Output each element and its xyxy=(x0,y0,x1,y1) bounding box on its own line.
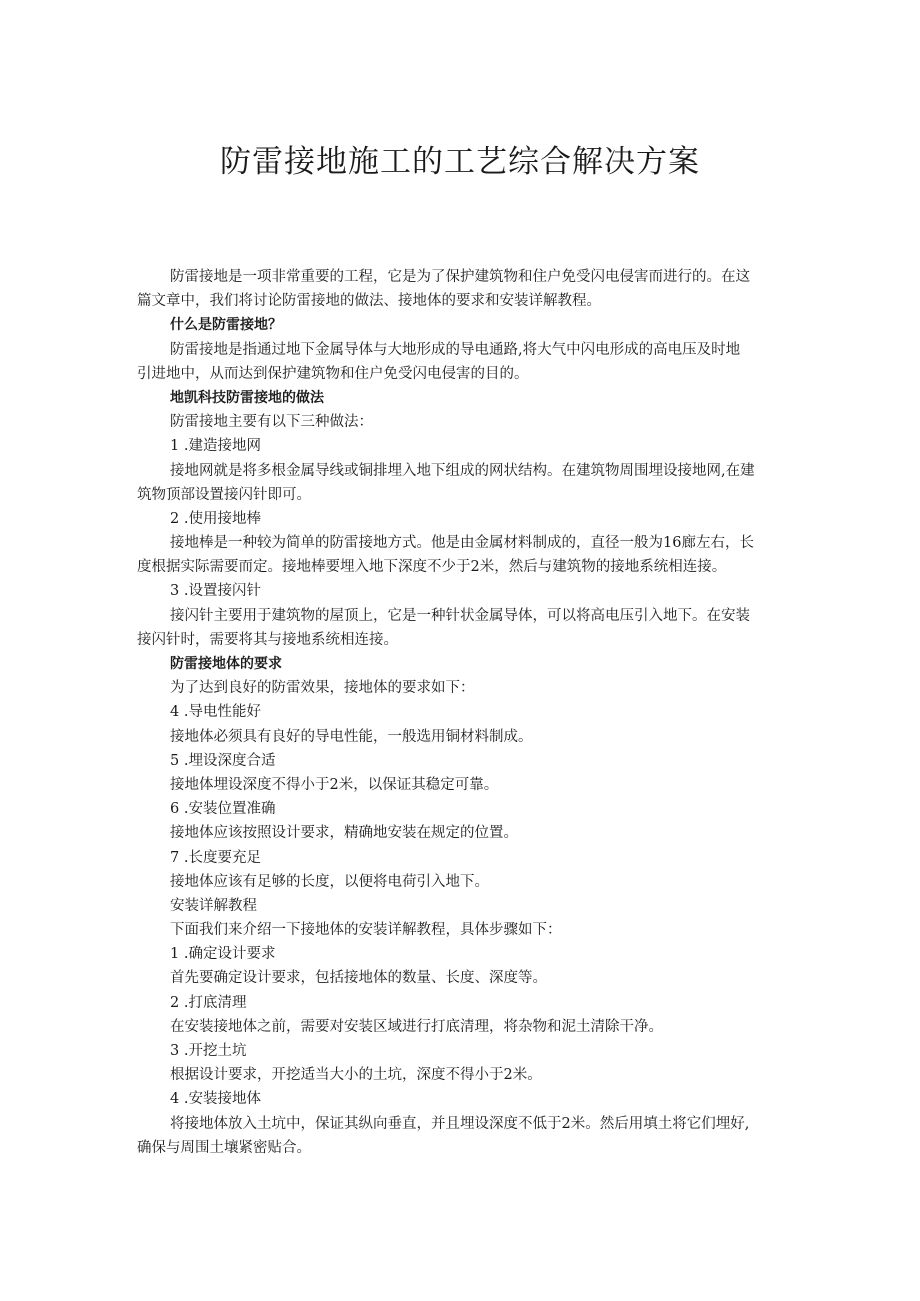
paragraph-line: 接闪针主要用于建筑物的屋顶上，它是一种针状金属导体，可以将高电压引入地下。在安装 xyxy=(170,607,750,624)
section-heading: 防雷接地体的要求 xyxy=(170,656,282,672)
paragraph-line: 接地网就是将多根金属导线或铜排埋入地下组成的网状结构。在建筑物周围埋设接地网,在建 xyxy=(170,462,755,479)
paragraph-line: 在安装接地体之前，需要对安装区域进行打底清理，将杂物和泥土清除干净。 xyxy=(170,1018,663,1035)
paragraph-line: 下面我们来介绍一下接地体的安装详解教程，具体步骤如下： xyxy=(170,922,562,939)
paragraph-line: 首先要确定设计要求，包括接地体的数量、长度、深度等。 xyxy=(170,970,547,987)
paragraph-line: 接地体埋设深度不得小于2米，以保证其稳定可靠。 xyxy=(170,776,499,793)
paragraph-line: 接地体应该按照设计要求，精确地安装在规定的位置。 xyxy=(170,825,518,842)
paragraph-line: 防雷接地是指通过地下金属导体与大地形成的导电通路,将大气中闪电形成的高电压及时地 xyxy=(170,341,741,358)
paragraph-line: 接地体应该有足够的长度，以便将电荷引入地下。 xyxy=(170,873,489,890)
paragraph-line: 引进地中，从而达到保护建筑物和住户免受闪电侵害的目的。 xyxy=(137,365,529,382)
paragraph-line: 防雷接地是一项非常重要的工程，它是为了保护建筑物和住户免受闪电侵害而进行的。在这 xyxy=(170,269,750,285)
paragraph-line: 安装详解教程 xyxy=(170,897,257,914)
paragraph-line: 接地棒是一种较为简单的防雷接地方式。他是由金属材料制成的，直径一般为16廊左右，长 xyxy=(170,535,754,552)
paragraph-line: 度根据实际需要而定。接地棒要埋入地下深度不少于2米，然后与建筑物的接地系统相连接。 xyxy=(137,559,727,576)
paragraph-line: 2 .打底清理 xyxy=(170,994,247,1011)
paragraph-line: 将接地体放入土坑中，保证其纵向垂直，并且埋设深度不低于2米。然后用填土将它们埋好, xyxy=(170,1115,750,1132)
section-heading: 地凯科技防雷接地的做法 xyxy=(170,389,324,406)
section-heading: 什么是防雷接地？ xyxy=(170,317,282,334)
paragraph-line: 1 .建造接地网 xyxy=(170,438,261,455)
paragraph-line: 4 .导电性能好 xyxy=(170,704,261,721)
paragraph-line: 3 .开挖土坑 xyxy=(170,1043,247,1059)
paragraph-line: 接闪针时，需要将其与接地系统相连接。 xyxy=(137,631,398,648)
paragraph-line: 确保与周围土壤紧密贴合。 xyxy=(137,1139,311,1156)
paragraph-line: 2 .使用接地棒 xyxy=(170,510,261,527)
paragraph-line: 4 .安装接地体 xyxy=(170,1091,261,1108)
paragraph-line: 接地体必须具有良好的导电性能，一般选用铜材料制成。 xyxy=(170,728,533,745)
paragraph-line: 为了达到良好的防雷效果，接地体的要求如下： xyxy=(170,680,475,697)
paragraph-line: 防雷接地主要有以下三种做法： xyxy=(170,414,373,431)
paragraph-line: 3 .设置接闪针 xyxy=(170,583,261,600)
paragraph-line: 根据设计要求，开挖适当大小的土坑，深度不得小于2米。 xyxy=(170,1067,542,1084)
paragraph-line: 篇文章中，我们将讨论防雷接地的做法、接地体的要求和安装详解教程。 xyxy=(137,293,601,310)
paragraph-line: 1 .确定设计要求 xyxy=(170,946,276,963)
document-body xyxy=(137,265,797,1160)
paragraph-line: 5 .埋设深度合适 xyxy=(170,752,276,769)
paragraph-line: 6 .安装位置准确 xyxy=(170,801,276,818)
paragraph-line: 筑物顶部设置接闪针即可。 xyxy=(137,486,311,503)
paragraph-line: 7 .长度要充足 xyxy=(170,849,261,866)
document-title: 防雷接地施工的工艺综合解决方案 xyxy=(220,144,700,180)
